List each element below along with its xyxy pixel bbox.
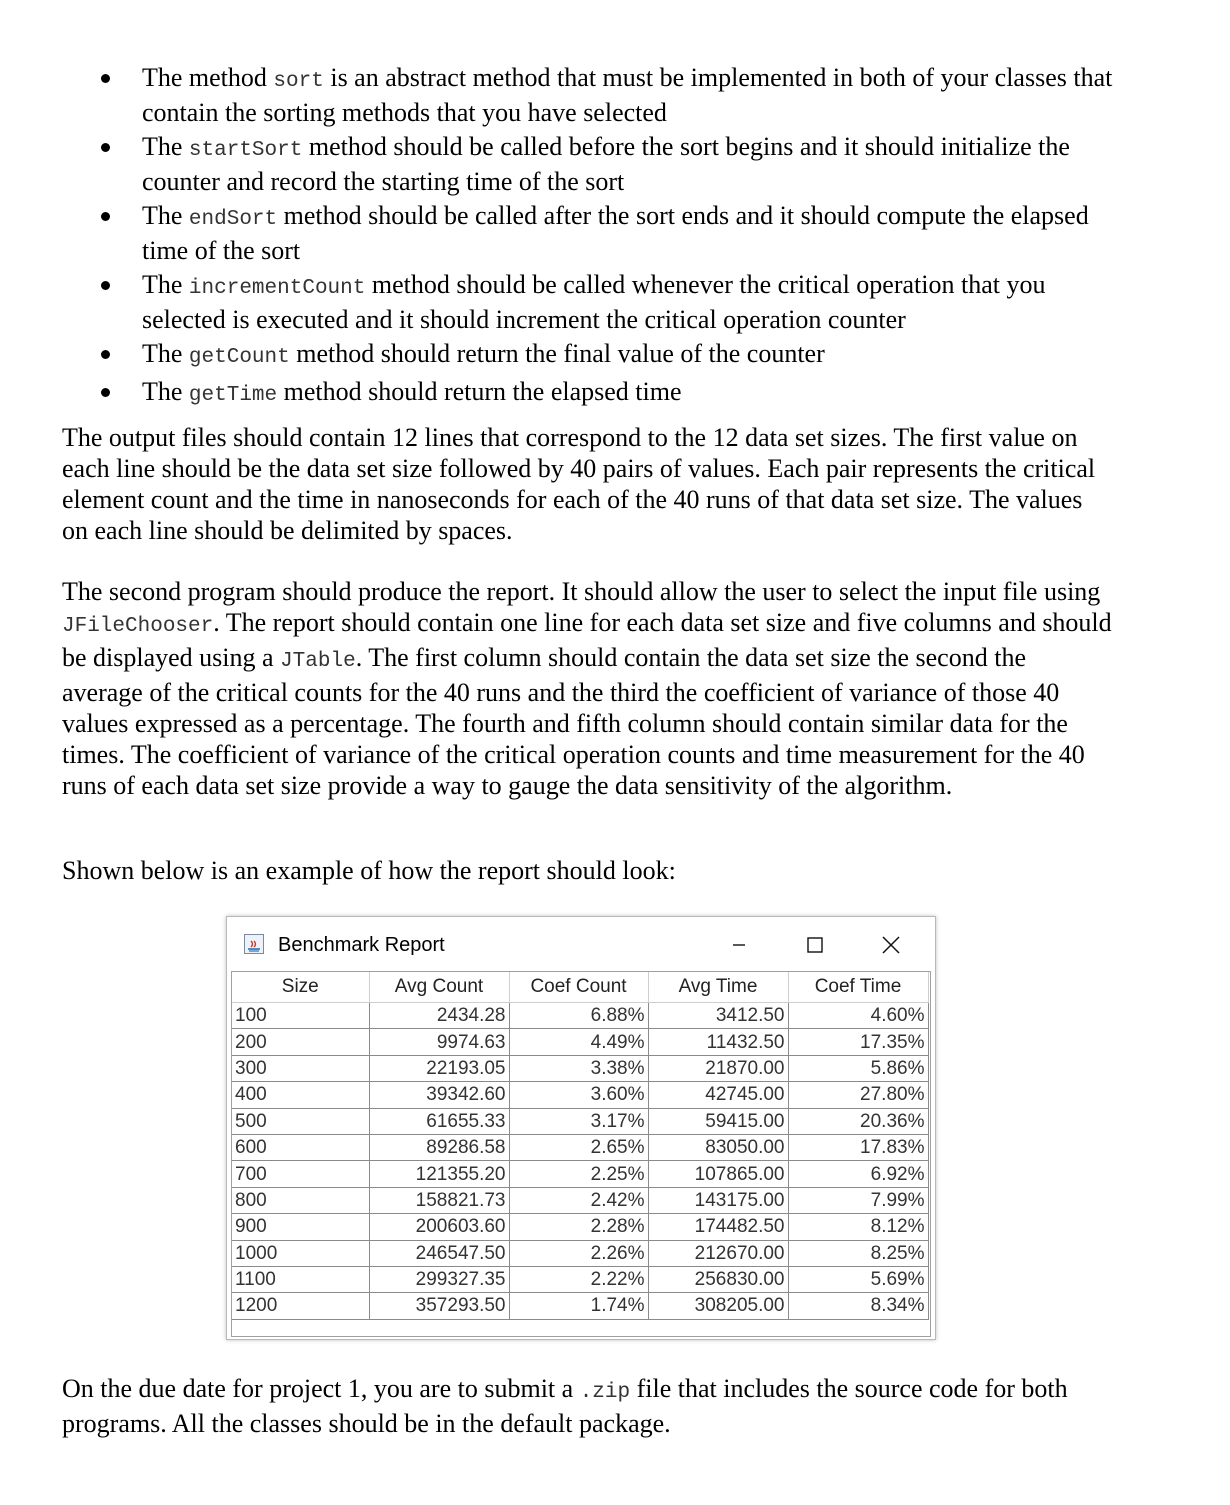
table-row[interactable] [232, 1214, 928, 1240]
table-cell[interactable]: 174482.50 [648, 1214, 788, 1240]
table-cell[interactable]: 600 [232, 1134, 369, 1160]
maximize-icon [806, 936, 824, 954]
table-cell[interactable]: 89286.58 [369, 1134, 509, 1160]
table-cell[interactable]: 200 [232, 1029, 369, 1055]
table-cell[interactable]: 2.26% [509, 1240, 648, 1266]
close-icon [881, 935, 901, 955]
table-cell[interactable]: 27.80% [788, 1082, 928, 1108]
due-text-1: On the due date for project 1, you are to submit a [62, 1374, 580, 1403]
table-row[interactable] [232, 1082, 928, 1108]
bullet-text: method should return the final value of the counter [289, 339, 825, 368]
bullet-text: The [142, 201, 189, 230]
table-cell[interactable]: 17.35% [788, 1029, 928, 1055]
table-cell[interactable]: 5.86% [788, 1055, 928, 1081]
bullet-code: startSort [188, 139, 303, 162]
table-cell[interactable]: 9974.63 [369, 1029, 509, 1055]
table-row[interactable] [232, 1108, 928, 1134]
table-cell[interactable]: 500 [232, 1108, 369, 1134]
table-cell[interactable]: 2.65% [509, 1134, 648, 1160]
table-cell[interactable]: 2.42% [509, 1187, 648, 1213]
report-text-3: . The first column should contain the data set size the second the average of the critical counts for the 40 runs and the third the coefficient of variance of those 40 values expressed as a percentage. The fourth and fifth column should contain similar data for the times. The coefficient of variance of the critical operation counts and time measurement for the 40 runs of each data set size provide a way to gauge the data sensitivity of the algorithm. [62, 643, 1085, 800]
bullet-dot [101, 212, 110, 221]
table-row[interactable] [232, 1293, 928, 1319]
report-table-viewport[interactable] [231, 971, 931, 1337]
table-cell[interactable]: 1.74% [509, 1293, 648, 1319]
table-row[interactable] [232, 1029, 928, 1055]
table-row[interactable] [232, 1266, 928, 1292]
table-cell[interactable]: 212670.00 [648, 1240, 788, 1266]
report-text-1: The second program should produce the report. It should allow the user to select the input file using [62, 577, 1101, 606]
method-bullet-list [0, 62, 1230, 414]
column-header[interactable]: Avg Time [648, 972, 788, 1003]
bullet-dot [101, 74, 110, 83]
table-cell[interactable]: 1200 [232, 1293, 369, 1319]
table-cell[interactable]: 900 [232, 1214, 369, 1240]
report-table [232, 972, 929, 1320]
table-cell[interactable]: 3.60% [509, 1082, 648, 1108]
table-cell[interactable]: 8.12% [788, 1214, 928, 1240]
bullet-dot [101, 143, 110, 152]
bullet-text: method should be called after the sort ends and it should compute the elapsed time of the sort [142, 201, 1089, 265]
table-cell[interactable]: 2434.28 [369, 1003, 509, 1029]
bullet-code: getTime [188, 384, 278, 407]
minimize-icon [731, 937, 747, 953]
table-cell[interactable]: 20.36% [788, 1108, 928, 1134]
bullet-text: method should be called before the sort begins and it should initialize the counter and record the starting time of the sort [142, 132, 1070, 196]
bullet-item [0, 200, 1230, 266]
table-cell[interactable]: 143175.00 [648, 1187, 788, 1213]
table-cell[interactable]: 1000 [232, 1240, 369, 1266]
bullet-text: The [142, 132, 189, 161]
table-cell[interactable]: 158821.73 [369, 1187, 509, 1213]
java-app-icon [244, 934, 264, 954]
due-text-2: file that includes the source code for both programs. All the classes should be in the default package. [62, 1374, 1068, 1438]
bullet-item [0, 131, 1230, 197]
table-cell[interactable]: 100 [232, 1003, 369, 1029]
report-paragraph [62, 576, 1112, 801]
bullet-text: The [142, 339, 189, 368]
table-cell[interactable]: 59415.00 [648, 1108, 788, 1134]
bullet-item [0, 269, 1230, 335]
table-cell[interactable]: 3412.50 [648, 1003, 788, 1029]
table-cell[interactable]: 22193.05 [369, 1055, 509, 1081]
table-row[interactable] [232, 1240, 928, 1266]
table-cell[interactable]: 7.99% [788, 1187, 928, 1213]
table-row[interactable] [232, 1134, 928, 1160]
table-cell[interactable]: 6.92% [788, 1161, 928, 1187]
bullet-text: method should be called whenever the critical operation that you selected is executed and it should increment the critical operation counter [142, 270, 1046, 334]
table-header-row [232, 972, 928, 1003]
column-header[interactable]: Size [232, 972, 369, 1003]
table-cell[interactable]: 107865.00 [648, 1161, 788, 1187]
bullet-item [0, 62, 1230, 128]
table-cell[interactable]: 2.22% [509, 1266, 648, 1292]
bullet-code: sort [273, 70, 324, 93]
column-header[interactable]: Coef Time [788, 972, 928, 1003]
bullet-dot [101, 350, 110, 359]
close-button[interactable] [869, 929, 913, 961]
table-cell[interactable]: 17.83% [788, 1134, 928, 1160]
table-cell[interactable]: 83050.00 [648, 1134, 788, 1160]
table-cell[interactable]: 300 [232, 1055, 369, 1081]
bullet-dot [101, 388, 110, 397]
table-cell[interactable]: 3.38% [509, 1055, 648, 1081]
bullet-item [0, 376, 1230, 411]
table-cell[interactable]: 39342.60 [369, 1082, 509, 1108]
table-cell[interactable]: 299327.35 [369, 1266, 509, 1292]
bullet-text: The [142, 377, 189, 406]
table-cell[interactable]: 246547.50 [369, 1240, 509, 1266]
output-files-paragraph: The output files should contain 12 lines that correspond to the 12 data set sizes. The first value on each line should be the data set size followed by 40 pairs of values. Each pair represents the critical element count and the time in nanoseconds for each of the 40 runs of that data set size. The values on each line should be delimited by spaces. [62, 423, 1096, 545]
bullet-code: incrementCount [188, 277, 366, 300]
table-cell[interactable]: 400 [232, 1082, 369, 1108]
bullet-text: The method [142, 63, 274, 92]
due-date-paragraph [62, 1373, 1122, 1439]
table-row[interactable] [232, 1187, 928, 1213]
window-title: Benchmark Report [278, 934, 445, 956]
table-cell[interactable]: 11432.50 [648, 1029, 788, 1055]
example-intro-paragraph: Shown below is an example of how the report should look: [62, 856, 676, 885]
bullet-code: getCount [188, 346, 290, 369]
table-cell[interactable]: 700 [232, 1161, 369, 1187]
table-cell[interactable]: 357293.50 [369, 1293, 509, 1319]
table-cell[interactable]: 256830.00 [648, 1266, 788, 1292]
table-cell[interactable]: 308205.00 [648, 1293, 788, 1319]
table-cell[interactable]: 3.17% [509, 1108, 648, 1134]
table-cell[interactable]: 121355.20 [369, 1161, 509, 1187]
column-header[interactable]: Avg Count [369, 972, 509, 1003]
table-cell[interactable]: 2.25% [509, 1161, 648, 1187]
table-cell[interactable]: 42745.00 [648, 1082, 788, 1108]
bullet-text: The [142, 270, 189, 299]
table-cell[interactable]: 21870.00 [648, 1055, 788, 1081]
table-cell[interactable]: 8.34% [788, 1293, 928, 1319]
bullet-text: method should return the elapsed time [277, 377, 682, 406]
column-header[interactable]: Coef Count [509, 972, 648, 1003]
jfilechooser-code: JFileChooser [62, 615, 214, 638]
table-cell[interactable]: 2.28% [509, 1214, 648, 1240]
table-cell[interactable]: 5.69% [788, 1266, 928, 1292]
table-cell[interactable]: 4.60% [788, 1003, 928, 1029]
table-cell[interactable]: 8.25% [788, 1240, 928, 1266]
zip-code: .zip [579, 1381, 631, 1404]
bullet-text: is an abstract method that must be implemented in both of your classes that contain the sorting methods that you have selected [142, 63, 1113, 127]
bullet-item [0, 338, 1230, 373]
minimize-button[interactable] [717, 929, 761, 961]
bullet-dot [101, 281, 110, 290]
table-row[interactable] [232, 1161, 928, 1187]
table-row[interactable] [232, 1003, 928, 1029]
report-text-2: . The report should contain one line for each data set size and five columns and should be displayed using a [62, 608, 1112, 672]
table-row[interactable] [232, 1055, 928, 1081]
maximize-button[interactable] [793, 929, 837, 961]
jtable-code: JTable [280, 650, 356, 673]
table-cell[interactable]: 800 [232, 1187, 369, 1213]
table-cell[interactable]: 4.49% [509, 1029, 648, 1055]
table-cell[interactable]: 61655.33 [369, 1108, 509, 1134]
bullet-code: endSort [188, 208, 278, 231]
table-cell[interactable]: 200603.60 [369, 1214, 509, 1240]
benchmark-report-window [226, 916, 936, 1340]
table-cell[interactable]: 1100 [232, 1266, 369, 1292]
table-cell[interactable]: 6.88% [509, 1003, 648, 1029]
window-titlebar[interactable] [227, 917, 935, 969]
